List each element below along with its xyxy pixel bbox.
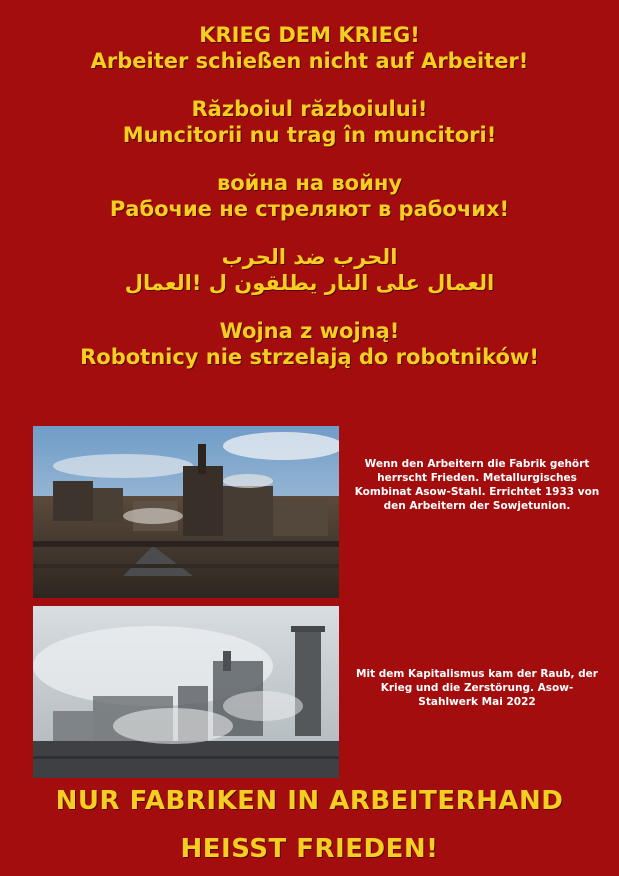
slogan-german (0, 22, 619, 74)
slogan-line: Arbeiter schießen nicht auf Arbeiter! (90, 49, 529, 73)
caption-after: Mit dem Kapitalismus kam der Raub, der Krieg und die Zerstörung. Asow-Stahlwerk Mai 2022 (356, 668, 598, 708)
caption-before: Wenn den Arbeitern die Fabrik gehört herrscht Frieden. Metallurgisches Kombinat Asow-Stahl. Errichtet 1933 von den Arbeitern der Sowjetunion. (354, 458, 600, 512)
slogan-line: KRIEG DEM KRIEG! (199, 23, 420, 47)
steelworks-photo-after (33, 606, 339, 778)
slogan-list (0, 22, 619, 392)
slogan-russian (0, 170, 619, 222)
slogan-line: العمال على النار يطلقون ل !العمال (124, 271, 495, 295)
bottom-slogan-line1: NUR FABRIKEN IN ARBEITERHAND (55, 786, 564, 816)
slogan-line: Războiul războiului! (191, 97, 428, 121)
steelworks-illustration (33, 426, 339, 598)
slogan-line: Robotnicy nie strzelają do robotników! (80, 345, 539, 369)
slogan-line: Wojna z wojną! (219, 319, 400, 343)
steelworks-photo-before (33, 426, 339, 598)
slogan-line: الحرب ضد الحرب (221, 245, 398, 269)
slogan-polish (0, 318, 619, 370)
slogan-romanian (0, 96, 619, 148)
slogan-line: Рабочие не стреляют в рабочих! (109, 197, 510, 221)
slogan-line: война на войну (216, 171, 403, 195)
destroyed-steelworks-illustration (33, 606, 339, 778)
slogan-arabic (0, 244, 619, 296)
slogan-line: Muncitorii nu trag în muncitori! (122, 123, 497, 147)
bottom-slogan-line2: HEISST FRIEDEN! (180, 834, 439, 864)
